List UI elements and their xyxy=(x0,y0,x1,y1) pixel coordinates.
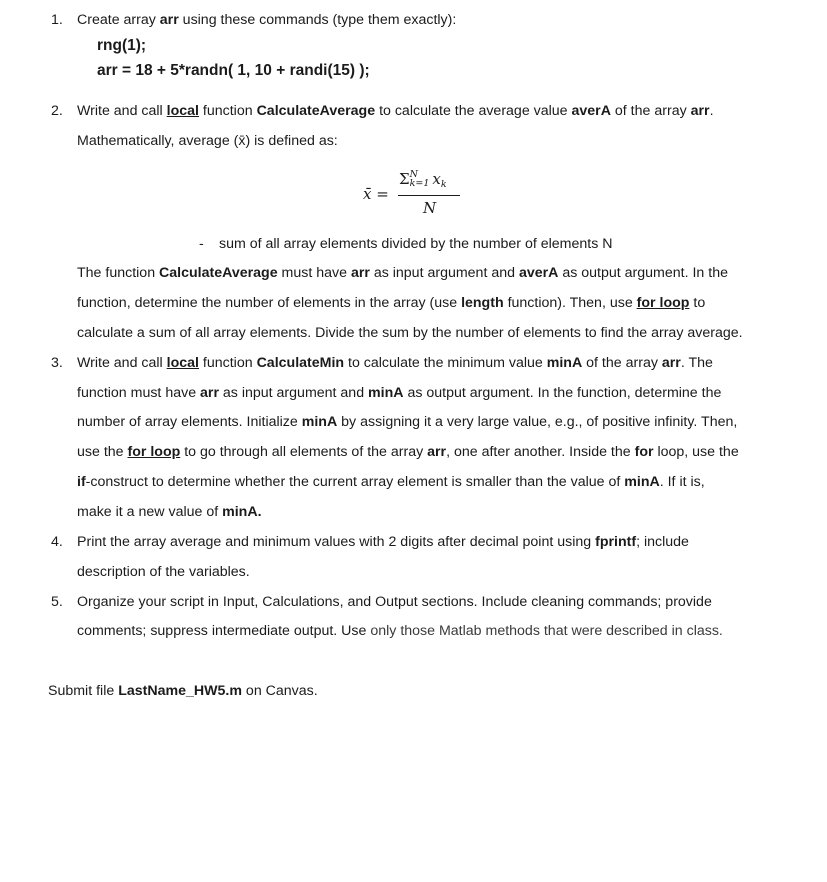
formula-denominator: N xyxy=(423,199,437,217)
item-5-line-1: Organize your script in Input, Calculations, and Output sections. Include cleaning commands; provide xyxy=(77,594,712,610)
item-number-1: 1. xyxy=(51,12,63,28)
item-number-3: 3. xyxy=(51,355,63,371)
item-4-line-1: Print the array average and minimum values with 2 digits after decimal point using fprintf; include xyxy=(77,534,689,550)
item-1-line-1: Create array arr using these commands (type them exactly): xyxy=(77,12,457,28)
item-2-line-2: Mathematically, average (x̄) is defined as: xyxy=(77,133,338,149)
item-3-line-3: number of array elements. Initialize minA by assigning it a very large value, e.g., of positive infinity. Then, xyxy=(77,414,738,430)
bullet-dash: - xyxy=(199,236,204,252)
item-3-line-1: Write and call local function CalculateMin to calculate the minimum value minA of the array arr. The xyxy=(77,355,713,371)
bullet-text: sum of all array elements divided by the number of elements N xyxy=(219,236,613,252)
item-4-line-2: description of the variables. xyxy=(77,564,250,580)
item-3-line-5: if-construct to determine whether the current array element is smaller than the value of minA. If it is, xyxy=(77,474,705,490)
item-3-line-4: use the for loop to go through all elements of the array arr, one after another. Inside the for loop, use the xyxy=(77,444,739,460)
code-line-rng: rng(1); xyxy=(97,37,147,54)
item-2-para-3: calculate a sum of all array elements. Divide the sum by the number of elements to find the array average. xyxy=(77,325,743,341)
formula-lhs: x̄ = xyxy=(363,185,389,203)
item-3-line-6: make it a new value of minA. xyxy=(77,504,262,520)
item-2-para-1: The function CalculateAverage must have arr as input argument and averA as output argument. In the xyxy=(77,265,728,281)
item-2-para-2: function, determine the number of elements in the array (use length function). Then, use for loop to xyxy=(77,295,706,311)
item-5-line-2: comments; suppress intermediate output. Use only those Matlab methods that were described in class. xyxy=(77,623,723,639)
item-number-5: 5. xyxy=(51,594,63,610)
submit-instruction: Submit file LastName_HW5.m on Canvas. xyxy=(48,683,318,699)
item-2-line-1: Write and call local function CalculateAverage to calculate the average value averA of the array arr. xyxy=(77,103,714,119)
formula-numerator: Σ N k=1 $x_k$ xyxy=(399,169,447,190)
code-line-arr: arr = 18 + 5*randn( 1, 10 + randi(15) ); xyxy=(97,62,370,79)
item-3-line-2: function must have arr as input argument and minA as output argument. In the function, determine the xyxy=(77,385,722,401)
item-number-2: 2. xyxy=(51,103,63,119)
fraction-bar xyxy=(398,195,460,196)
item-number-4: 4. xyxy=(51,534,63,550)
